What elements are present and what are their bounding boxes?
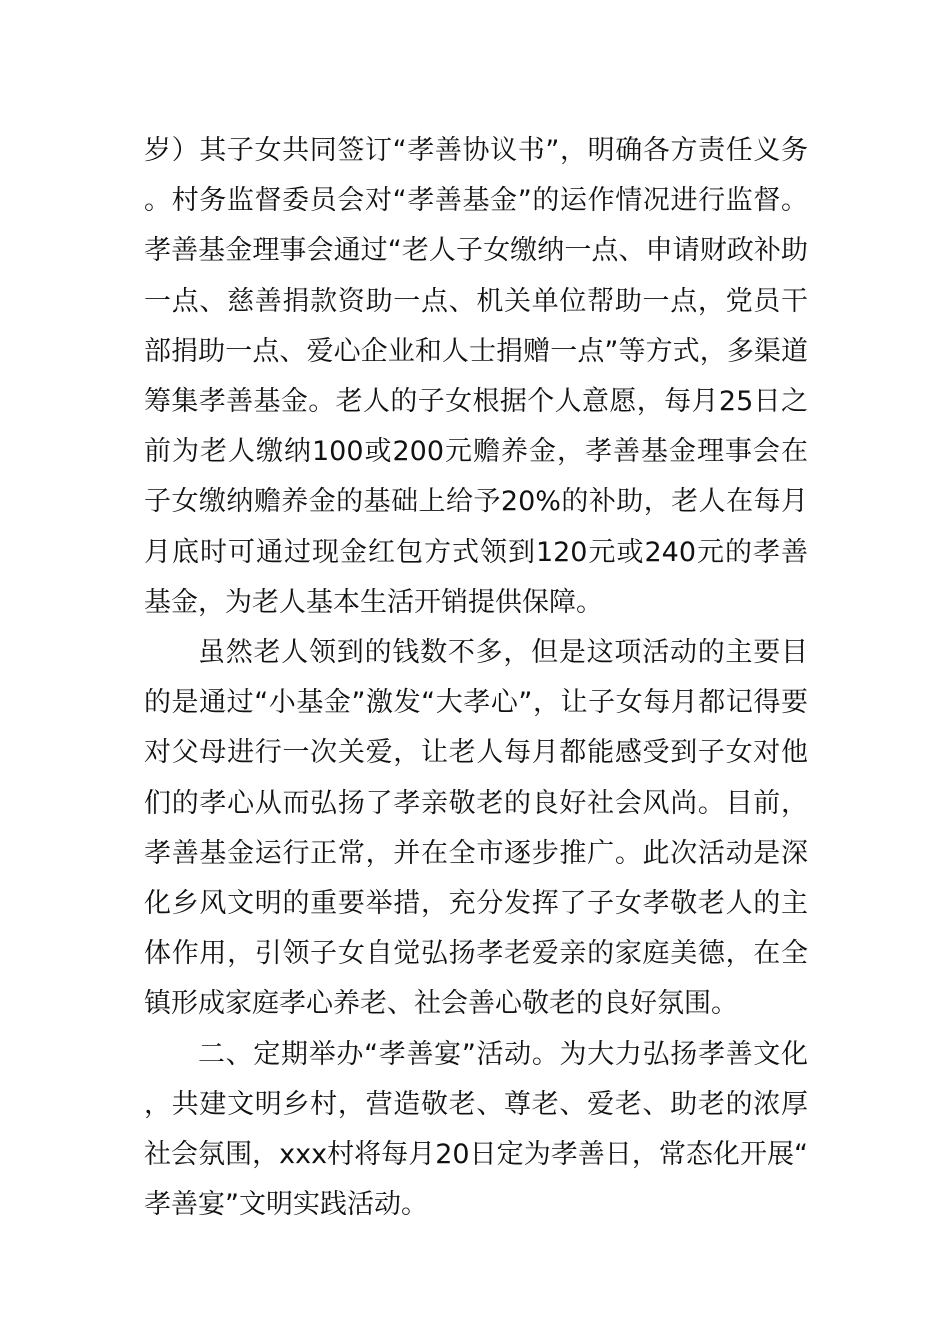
paragraph-purpose: 虽然老人领到的钱数不多，但是这项活动的主要目的是通过“小基金”激发“大孝心”，让子女每月都记得要对父母进行一次关爱，让老人每月都能感受到子女对他们的孝心从而弘扬了孝亲敬老的良好社会风尚。目前，孝善基金运行正常，并在全市逐步推广。此次活动是深化乡风文明的重要举措，充分发挥了子女孝敬老人的主体作用，引领子女自觉弘扬孝老爱亲的家庭美德，在全镇形成家庭孝心养老、社会善心敬老的良好氛围。 bbox=[144, 637, 808, 1020]
document-body bbox=[144, 126, 808, 1230]
paragraph-section-two: 二、定期举办“孝善宴”活动。为大力弘扬孝善文化，共建文明乡村，营造敬老、尊老、爱老、助老的浓厚社会氛围，xxx村将每月20日定为孝善日，常态化开展“孝善宴”文明实践活动。 bbox=[144, 1038, 808, 1221]
paragraph-continuation: 岁）其子女共同签订“孝善协议书”，明确各方责任义务。村务监督委员会对“孝善基金”的运作情况进行监督。孝善基金理事会通过“老人子女缴纳一点、申请财政补助一点、慈善捐款资助一点、机关单位帮助一点，党员干部捐助一点、爱心企业和人士捐赠一点”等方式，多渠道筹集孝善基金。老人的子女根据个人意愿，每月25日之前为老人缴纳100或200元赡养金，孝善基金理事会在子女缴纳赡养金的基础上给予20%的补助，老人在每月月底时可通过现金红包方式领到120元或240元的孝善基金，为老人基本生活开销提供保障。 bbox=[144, 135, 808, 618]
